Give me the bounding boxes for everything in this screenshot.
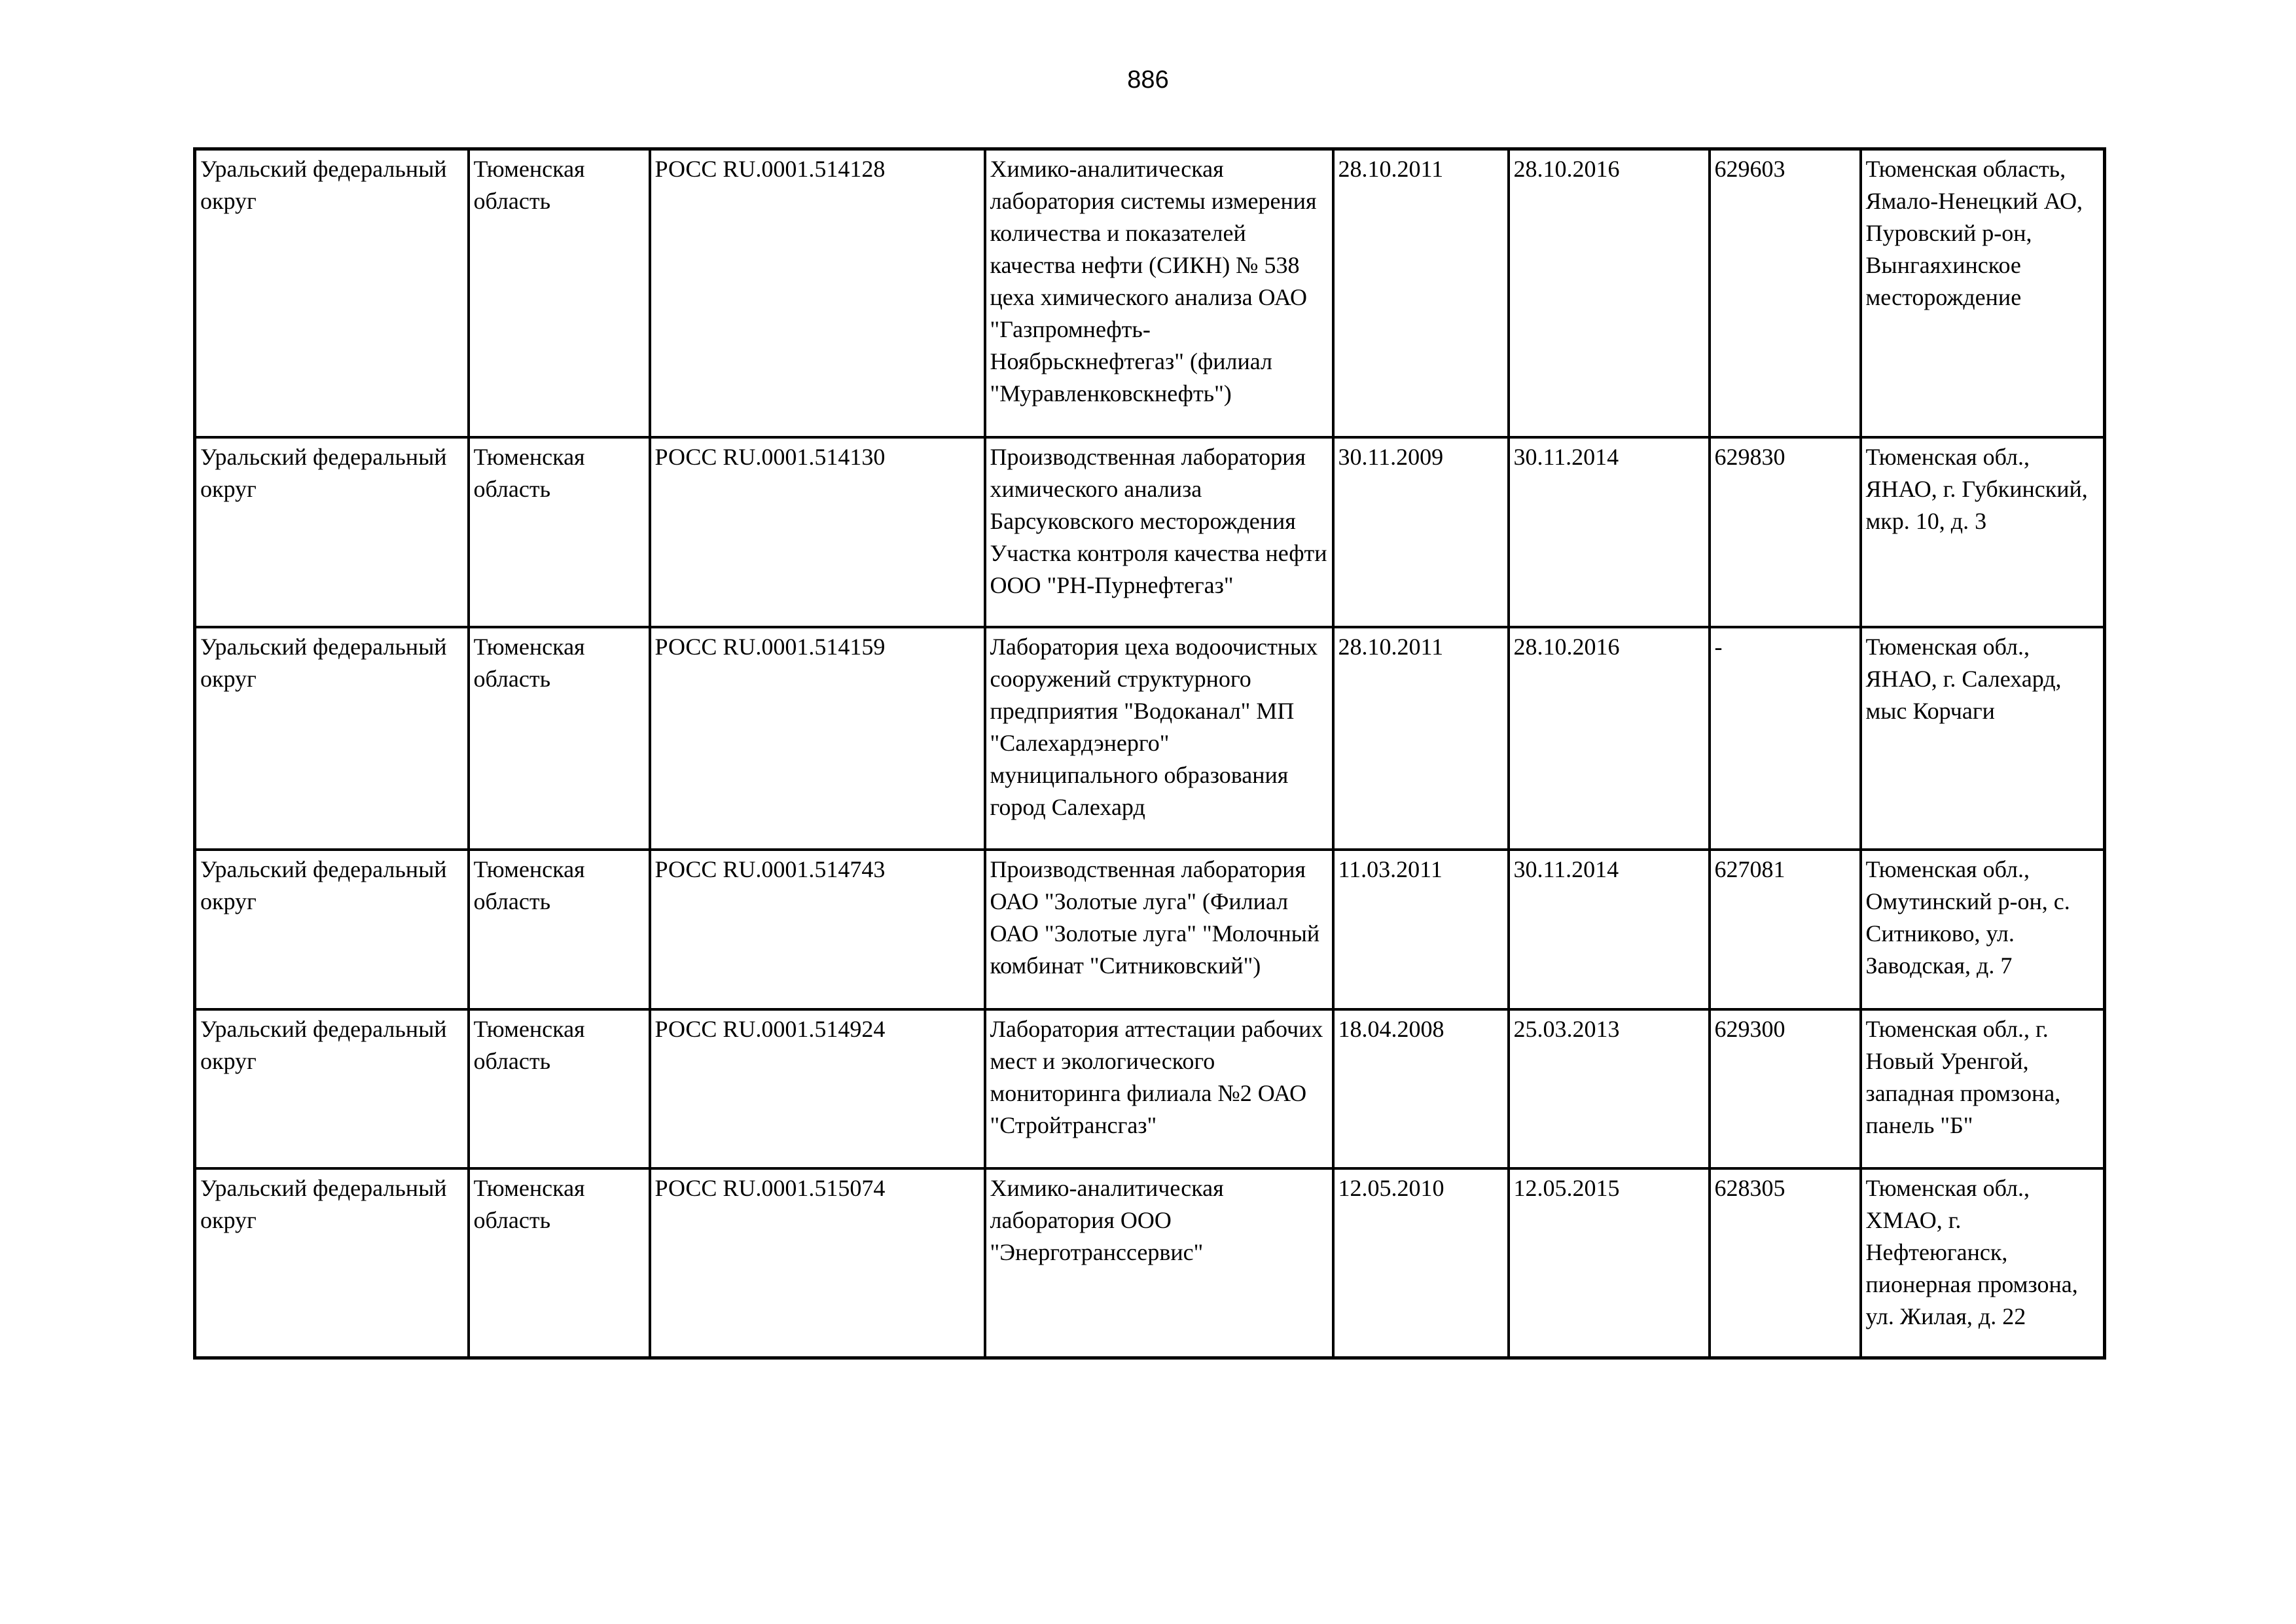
expiry-date-cell: 12.05.2015 bbox=[1509, 1168, 1710, 1358]
region-cell: Тюменская область bbox=[469, 627, 650, 850]
issue-date-cell: 11.03.2011 bbox=[1333, 850, 1509, 1009]
table-row bbox=[195, 850, 2105, 1009]
region-cell: Тюменская область bbox=[469, 437, 650, 627]
postal-index-cell: - bbox=[1710, 627, 1861, 850]
postal-index-cell: 629830 bbox=[1710, 437, 1861, 627]
district-cell: Уральский федеральный округ bbox=[195, 1009, 469, 1168]
laboratory-name-cell: Лаборатория цеха водоочистных сооружений структурного предприятия "Водоканал" МП "Салехардэнерго" муниципального образования город Салехард bbox=[985, 627, 1333, 850]
address-cell: Тюменская обл., г. Новый Уренгой, западная промзона, панель "Б" bbox=[1861, 1009, 2105, 1168]
postal-index-cell: 629300 bbox=[1710, 1009, 1861, 1168]
issue-date-cell: 30.11.2009 bbox=[1333, 437, 1509, 627]
certificate-number-cell: РОСС RU.0001.514130 bbox=[650, 437, 985, 627]
address-cell: Тюменская обл., ЯНАО, г. Губкинский, мкр. 10, д. 3 bbox=[1861, 437, 2105, 627]
postal-index-cell: 629603 bbox=[1710, 149, 1861, 437]
address-cell: Тюменская область, Ямало-Ненецкий АО, Пуровский р-он, Вынгаяхинское месторождение bbox=[1861, 149, 2105, 437]
expiry-date-cell: 30.11.2014 bbox=[1509, 850, 1710, 1009]
address-cell: Тюменская обл., Омутинский р-он, с. Ситниково, ул. Заводская, д. 7 bbox=[1861, 850, 2105, 1009]
table-row bbox=[195, 149, 2105, 437]
address-cell: Тюменская обл., ХМАО, г. Нефтеюганск, пионерная промзона, ул. Жилая, д. 22 bbox=[1861, 1168, 2105, 1358]
address-cell: Тюменская обл., ЯНАО, г. Салехард, мыс Корчаги bbox=[1861, 627, 2105, 850]
issue-date-cell: 28.10.2011 bbox=[1333, 627, 1509, 850]
region-cell: Тюменская область bbox=[469, 850, 650, 1009]
expiry-date-cell: 28.10.2016 bbox=[1509, 627, 1710, 850]
district-cell: Уральский федеральный округ bbox=[195, 627, 469, 850]
table-row bbox=[195, 1009, 2105, 1168]
laboratory-name-cell: Лаборатория аттестации рабочих мест и экологического мониторинга филиала №2 ОАО "Стройтрансгаз" bbox=[985, 1009, 1333, 1168]
postal-index-cell: 628305 bbox=[1710, 1168, 1861, 1358]
issue-date-cell: 18.04.2008 bbox=[1333, 1009, 1509, 1168]
table-row bbox=[195, 437, 2105, 627]
table-row bbox=[195, 627, 2105, 850]
region-cell: Тюменская область bbox=[469, 1168, 650, 1358]
certificate-number-cell: РОСС RU.0001.514159 bbox=[650, 627, 985, 850]
expiry-date-cell: 25.03.2013 bbox=[1509, 1009, 1710, 1168]
district-cell: Уральский федеральный округ bbox=[195, 149, 469, 437]
district-cell: Уральский федеральный округ bbox=[195, 1168, 469, 1358]
laboratory-name-cell: Производственная лаборатория ОАО "Золотые луга" (Филиал ОАО "Золотые луга" "Молочный комбинат "Ситниковский") bbox=[985, 850, 1333, 1009]
certificate-number-cell: РОСС RU.0001.514128 bbox=[650, 149, 985, 437]
table-row bbox=[195, 1168, 2105, 1358]
laboratory-registry-table bbox=[193, 147, 2106, 1360]
postal-index-cell: 627081 bbox=[1710, 850, 1861, 1009]
expiry-date-cell: 28.10.2016 bbox=[1509, 149, 1710, 437]
certificate-number-cell: РОСС RU.0001.514743 bbox=[650, 850, 985, 1009]
region-cell: Тюменская область bbox=[469, 1009, 650, 1168]
laboratory-name-cell: Химико-аналитическая лаборатория системы измерения количества и показателей качества нефти (СИКН) № 538 цеха химического анализа ОАО "Газпромнефть-Ноябрьскнефтегаз" (филиал "Муравленковскнефть") bbox=[985, 149, 1333, 437]
laboratory-name-cell: Производственная лаборатория химического анализа Барсуковского месторождения Участка контроля качества нефти ООО "РН-Пурнефтегаз" bbox=[985, 437, 1333, 627]
certificate-number-cell: РОСС RU.0001.514924 bbox=[650, 1009, 985, 1168]
district-cell: Уральский федеральный округ bbox=[195, 850, 469, 1009]
issue-date-cell: 28.10.2011 bbox=[1333, 149, 1509, 437]
laboratory-name-cell: Химико-аналитическая лаборатория ООО "Энерготранссервис" bbox=[985, 1168, 1333, 1358]
region-cell: Тюменская область bbox=[469, 149, 650, 437]
district-cell: Уральский федеральный округ bbox=[195, 437, 469, 627]
issue-date-cell: 12.05.2010 bbox=[1333, 1168, 1509, 1358]
expiry-date-cell: 30.11.2014 bbox=[1509, 437, 1710, 627]
page-number: 886 bbox=[1127, 66, 1169, 94]
certificate-number-cell: РОСС RU.0001.515074 bbox=[650, 1168, 985, 1358]
